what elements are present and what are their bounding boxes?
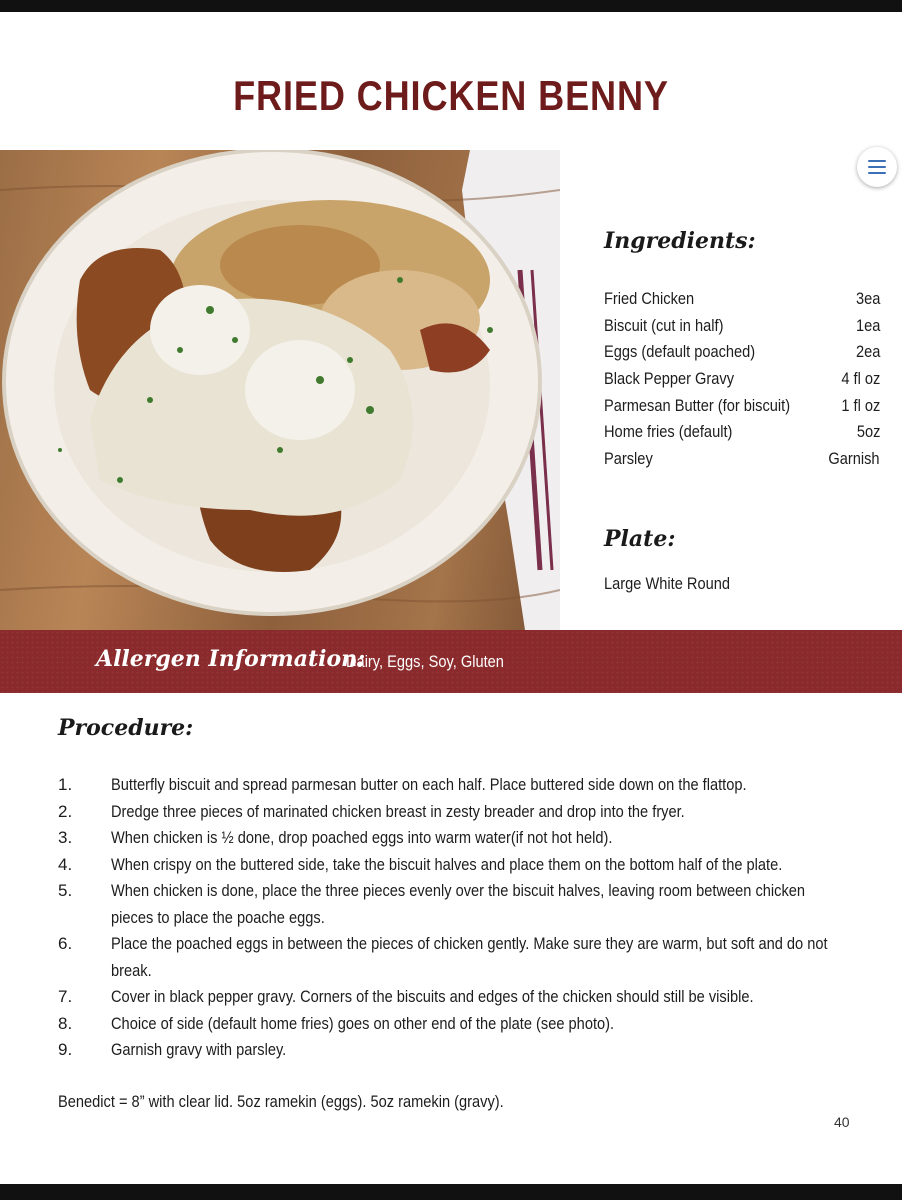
step-number: 1. <box>58 775 73 794</box>
ingredient-row <box>604 366 880 393</box>
allergen-label: Allergen Information: <box>96 646 366 672</box>
step-number: 6. <box>58 934 73 953</box>
ingredient-row <box>604 339 880 366</box>
procedure-step <box>58 878 858 931</box>
procedure-step <box>58 931 858 984</box>
ingredient-qty: 1 fl oz <box>840 395 880 415</box>
step-number: 7. <box>58 987 73 1006</box>
procedure-step <box>58 825 858 852</box>
procedure-step <box>58 1011 858 1038</box>
page-number: 40 <box>834 1114 850 1130</box>
ingredient-qty: 4 fl oz <box>840 369 880 389</box>
ingredient-name: Parmesan Butter (for biscuit) <box>604 395 791 415</box>
procedure-step <box>58 852 858 879</box>
top-border <box>0 0 902 12</box>
step-number: 3. <box>58 828 73 847</box>
step-text: Dredge three pieces of marinated chicken breast in zesty breader and drop into the fryer. <box>111 801 685 821</box>
step-number: 5. <box>58 881 73 900</box>
ingredient-row <box>604 313 880 340</box>
ingredient-name: Black Pepper Gravy <box>604 369 735 389</box>
ingredient-name: Eggs (default poached) <box>604 342 756 362</box>
procedure-step <box>58 772 858 799</box>
dish-photo <box>0 150 560 630</box>
ingredient-name: Parsley <box>604 449 653 469</box>
bottom-border <box>0 1184 902 1200</box>
ingredient-qty: 5oz <box>856 422 880 442</box>
step-text: Choice of side (default home fries) goes on other end of the plate (see photo). <box>111 1013 615 1033</box>
step-text: Place the poached eggs in between the pieces of chicken gently. Make sure they are warm, but soft and do not break. <box>111 934 828 980</box>
procedure-steps <box>58 772 858 1064</box>
ingredients-list <box>604 286 880 473</box>
step-text: When crispy on the buttered side, take the biscuit halves and place them on the bottom half of the plate. <box>111 854 783 874</box>
step-number: 8. <box>58 1013 73 1033</box>
benedict-note: Benedict = 8” with clear lid. 5oz ramekin (eggs). 5oz ramekin (gravy). <box>58 1092 504 1111</box>
ingredient-name: Fried Chicken <box>604 289 695 308</box>
plate-heading: Plate: <box>604 526 676 552</box>
plate-value: Large White Round <box>604 574 730 593</box>
step-text: When chicken is ½ done, drop poached eggs into warm water(if not hot held). <box>111 828 613 847</box>
step-text: Garnish gravy with parsley. <box>111 1040 287 1059</box>
procedure-step <box>58 984 858 1011</box>
procedure-heading: Procedure: <box>58 715 194 741</box>
procedure-step <box>58 799 858 826</box>
step-text: Butterfly biscuit and spread parmesan butter on each half. Place buttered side down on the flattop. <box>111 775 747 794</box>
step-text: Cover in black pepper gravy. Corners of the biscuits and edges of the chicken should still be visible. <box>111 987 754 1006</box>
page-title: FRIED CHICKEN BENNY <box>233 72 669 119</box>
ingredient-row <box>604 419 880 446</box>
allergen-value: Dairy, Eggs, Soy, Gluten <box>346 652 504 671</box>
step-number: 2. <box>58 801 73 821</box>
hamburger-menu-icon[interactable] <box>857 147 897 187</box>
ingredient-name: Home fries (default) <box>604 422 733 442</box>
ingredient-qty: 2ea <box>855 342 880 362</box>
ingredient-qty: Garnish <box>828 449 880 469</box>
step-number: 9. <box>58 1040 73 1059</box>
ingredient-row <box>604 446 880 473</box>
ingredient-row <box>604 393 880 420</box>
ingredient-qty: 3ea <box>855 289 880 308</box>
ingredient-name: Biscuit (cut in half) <box>604 315 724 335</box>
ingredient-row <box>604 286 880 313</box>
step-text: When chicken is done, place the three pieces evenly over the biscuit halves, leaving room between chicken pieces to place the poache eggs. <box>111 881 806 927</box>
procedure-step <box>58 1037 858 1064</box>
ingredients-heading: Ingredients: <box>604 228 756 254</box>
step-number: 4. <box>58 854 73 874</box>
ingredient-qty: 1ea <box>855 315 880 335</box>
